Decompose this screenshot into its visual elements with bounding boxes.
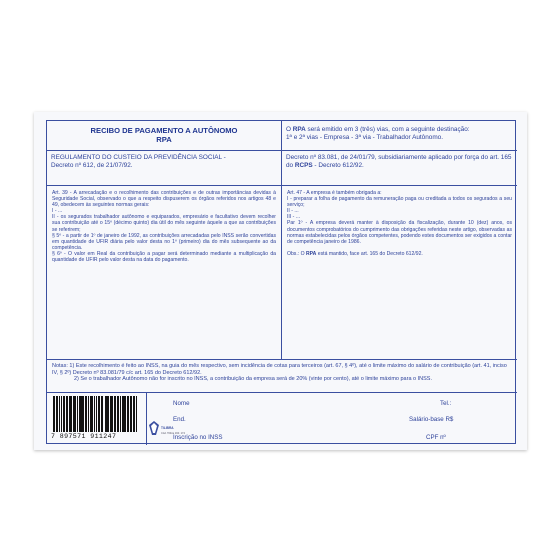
tilibra-logo [149, 421, 159, 440]
barcode-bar [99, 396, 100, 432]
barcode-bar [64, 396, 65, 432]
logo-code: Cód. Tilibra 160. 174 [161, 432, 185, 435]
note-1: Notas: 1) Este recolhimento é feito ao INSS, na guia do mês respectivo, sem incidência de cotas para terceiros (art. 67, § 4º), até o limite máximo do salário de contribuição (art. 41, inciso IV, § 2º) Decreto nº 83.081/79 c/c art. 165 do Decreto 612/92. [52, 363, 507, 376]
tel-label: Tel.: [440, 400, 452, 407]
barcode-bar [70, 396, 72, 432]
form-title-rpa: RPA [156, 135, 172, 144]
rpa-form-sheet [34, 112, 527, 450]
nome-label: Nome [173, 400, 190, 407]
barcode-bar [57, 396, 58, 432]
barcode-bar [96, 396, 98, 432]
barcode-bar [118, 396, 119, 432]
art47-p1: Art. 47 - A empresa é também obrigada a: [287, 190, 382, 196]
note-2: 2) Se o trabalhador Autônomo não for inscrito no INSS, a contribuição da empresa será de 20% (vinte por cento), até o limite máximo para o INSS. [74, 376, 432, 383]
barcode [53, 396, 137, 432]
regulamento-text: REGULAMENTO DO CUSTEIO DA PREVIDÊNCIA SOCIAL - [51, 154, 226, 161]
barcode-bar [108, 396, 109, 432]
decreto-cell: Decreto nº 83.081, de 24/01/79, subsidiariamente aplicado por força do art. 165 do RCPS - Decreto 612/92. [282, 151, 517, 186]
art47-p2: I - preparar a folha de pagamento da remuneração paga ou creditada a todos os segurados a seu serviço; [287, 196, 512, 209]
barcode-bar [124, 396, 126, 432]
art47-obs: Obs.: O RPA está mantido, face art. 165 do Decreto 612/92. [287, 250, 423, 257]
regulamento-cell [47, 151, 282, 186]
barcode-bar [74, 396, 75, 432]
form-frame [46, 120, 516, 444]
rpa-destination-cell: O RPA será emitido em 3 (três) vias, com a seguinte destinação: 1ª e 2ª vias - Empresa - 3ª via - Trabalhador Autônomo. [282, 121, 517, 151]
salario-base-label: Salário-base R$ [409, 416, 454, 423]
tilibra-logo-icon [149, 421, 159, 435]
art47-p4: III - ... [287, 214, 301, 221]
vias-text: 1ª e 2ª vias - Empresa - 3ª via - Trabalhador Autônomo. [286, 133, 443, 141]
barcode-bar [134, 396, 135, 432]
barcode-bar [102, 396, 103, 432]
barcode-bar [83, 396, 84, 432]
barcode-bar [115, 396, 116, 432]
inscricao-inss-label: Inscrição no INSS [173, 434, 223, 441]
cpf-label: CPF nº [426, 434, 446, 441]
art39-p1: Art. 39 - A arrecadação e o recolhimento das contribuições e de outras importâncias devidas à Seguridade Social, observado o que a respeito dispuserem os órgãos referidos nos artigos 48 e 49, obedecem às seguintes normas gerais: [52, 190, 276, 209]
art39-p4: § 5º - a partir de 1º de janeiro de 1992, as contribuições arrecadadas pelo INSS serão convertidas em quantidade de UFIR diária pelo valor desta no 1º (primeiro) dia do mês subsequente ao da competência. [52, 232, 276, 251]
barcode-bar [92, 396, 93, 432]
barcode-bar [106, 396, 107, 432]
art39-p3: II - os segurados trabalhador autônomo e equiparados, empresário e facultativo devem recolher sua contribuição até o 15º (décimo quinto) dia útil do mês seguinte àquele a que as contribuições se referirem; [52, 214, 276, 233]
barcode-bar [128, 396, 129, 432]
rcps-bold: RCPS [294, 161, 313, 169]
art47-p5: Par 1º - A empresa deverá manter à disposição da fiscalização, durante 10 (dez) anos, os documentos comprobatórios do cumprimento das obrigações referidas neste artigo, observadas as normas estabelecidas pelos órgãos competentes, podendo estes documentos ser exigidos a contar de competência janeiro de 1986. [287, 220, 512, 245]
title-cell [47, 121, 282, 151]
decreto-text: Decreto nº 612, de 21/07/92. [51, 161, 133, 169]
logo-text: TILIBRA [161, 426, 174, 430]
barcode-bar [77, 396, 78, 432]
art39-p2: I - ... [52, 208, 63, 215]
barcode-bar [90, 396, 91, 432]
art47-p3: II - ... [287, 208, 299, 215]
barcode-bar [67, 396, 68, 432]
art39-p5: § 6º - O valor em Real da contribuição a pagar será determinado mediante a multiplicação da quantidade de UFIR pelo valor desta na data do pagamento. [52, 250, 276, 264]
barcode-bar [112, 396, 113, 432]
barcode-bar [86, 396, 87, 432]
notes-cell [47, 360, 517, 393]
barcode-bar [80, 396, 81, 432]
form-title: RECIBO DE PAGAMENTO A AUTÔNOMO [90, 126, 238, 135]
barcode-bar [136, 396, 137, 432]
barcode-bar [122, 396, 123, 432]
barcode-number: 7 897571 911247 [51, 433, 117, 440]
barcode-bar [54, 396, 55, 432]
art47-cell [282, 186, 517, 360]
barcode-cell [47, 393, 147, 445]
barcode-bar [131, 396, 132, 432]
endereco-label: End. [173, 416, 186, 423]
barcode-bar [61, 396, 62, 432]
rpa-bold: RPA [292, 126, 306, 133]
art39-cell [47, 186, 282, 360]
